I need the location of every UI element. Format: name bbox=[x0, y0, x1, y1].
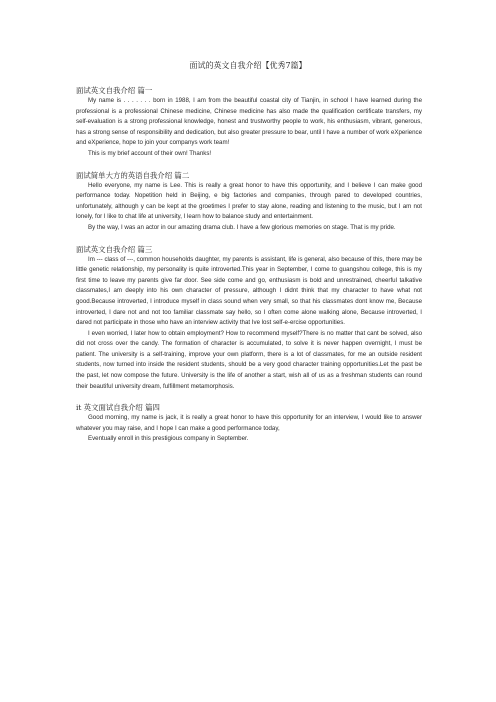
paragraph: My name is . . . . . . . born in 1988, I am from the beautiful coastal city of Tianjin, in school I have learned during the professional is a professional Chinese medicine, Chinese medicine has also made the qualification certificate transfers, my self-evaluation is a strong professional knowledge, honest and trustworthy people to work, his enthusiasm, vibrant, generous, has a strong sense of responsibility and dedication, but also greater pressure to bear, until I have a number of work eXperience and eXperience, hope to join your companys work team! bbox=[76, 97, 422, 147]
section-title: 面试简单大方的英语自我介绍 篇二 bbox=[76, 170, 190, 180]
section-title: it 英文面试自我介绍 篇四 bbox=[76, 403, 160, 413]
paragraph: Hello everyone, my name is Lee. This is really a great honor to have this opportunity, and I believe I can make good performance today. Nopetition held in Beijing, e big factories and companies, through pared to developed countries, unfortunately, although y can be kept at the groetimes I prefer to stay alone, reading and listening to the music, but I am not lonely, for I like to chat life at university, I learn how to balance study and entertainment. bbox=[76, 181, 422, 221]
document-body bbox=[76, 86, 422, 445]
paragraph: Good morning, my name is jack, it is really a great honor to have this opportunity for an interview, I would like to answer whatever you may raise, and I hope I can make a good performance today, bbox=[76, 414, 422, 432]
section-title: 面试英文自我介绍 篇一 bbox=[76, 86, 153, 95]
section-title: 面试英文自我介绍 篇三 bbox=[76, 244, 153, 254]
section-4 bbox=[76, 403, 422, 445]
paragraph: Eventually enroll in this prestigious company in September. bbox=[88, 435, 249, 443]
section-1 bbox=[76, 86, 422, 160]
paragraph: I even worried, I later how to obtain employment? How to recommend myself?There is no matter that cant be solved, also did not cross over the candy. The formation of character is accumulated, to solve it is never happen overnight, I must be patient. The university is a self-training, improve your own platform, there is a lot of classmates, for me an outside resident students, now turned into inside the resident students, should be a very good character training opportunities.Let the past be the past, let now compose the future. University is the life of another a start, wish all of us as a freshman students can round their beautiful university dream, fulfillment metamorphosis. bbox=[76, 329, 422, 390]
paragraph: Im --- class of ---, common households daughter, my parents is assistant, life is general, also because of this, there may be little genetic relationship, my personality is quite introverted.This year in September, I come to guangshou college, this is my first time to leave my parents give far door. See side come and go, enthusiasm is bold and unrestrained, cheerful talkative classmates,I am deeply into his own character of pressure, although I didnt think that my character to have what not good.Because introverted, I introduce myself in class sound when very small, so that his classmates dont know me, Because introverted, I dare not and not too familiar classmate say hello, so I often come alone walking alone, Because introverted, I dared not participate in those who have an interview activity that Ive lost self-e-ercise opportunities. bbox=[76, 255, 422, 327]
section-2 bbox=[76, 171, 422, 234]
section-3 bbox=[76, 245, 422, 393]
document-title: 面试的英文自我介绍【优秀7篇】 bbox=[189, 61, 307, 70]
paragraph: By the way, I was an actor in our amazing drama club. I have a few glorious memories on stage. That is my pride. bbox=[88, 223, 396, 231]
paragraph: This is my brief account of their own! Thanks! bbox=[88, 149, 212, 157]
